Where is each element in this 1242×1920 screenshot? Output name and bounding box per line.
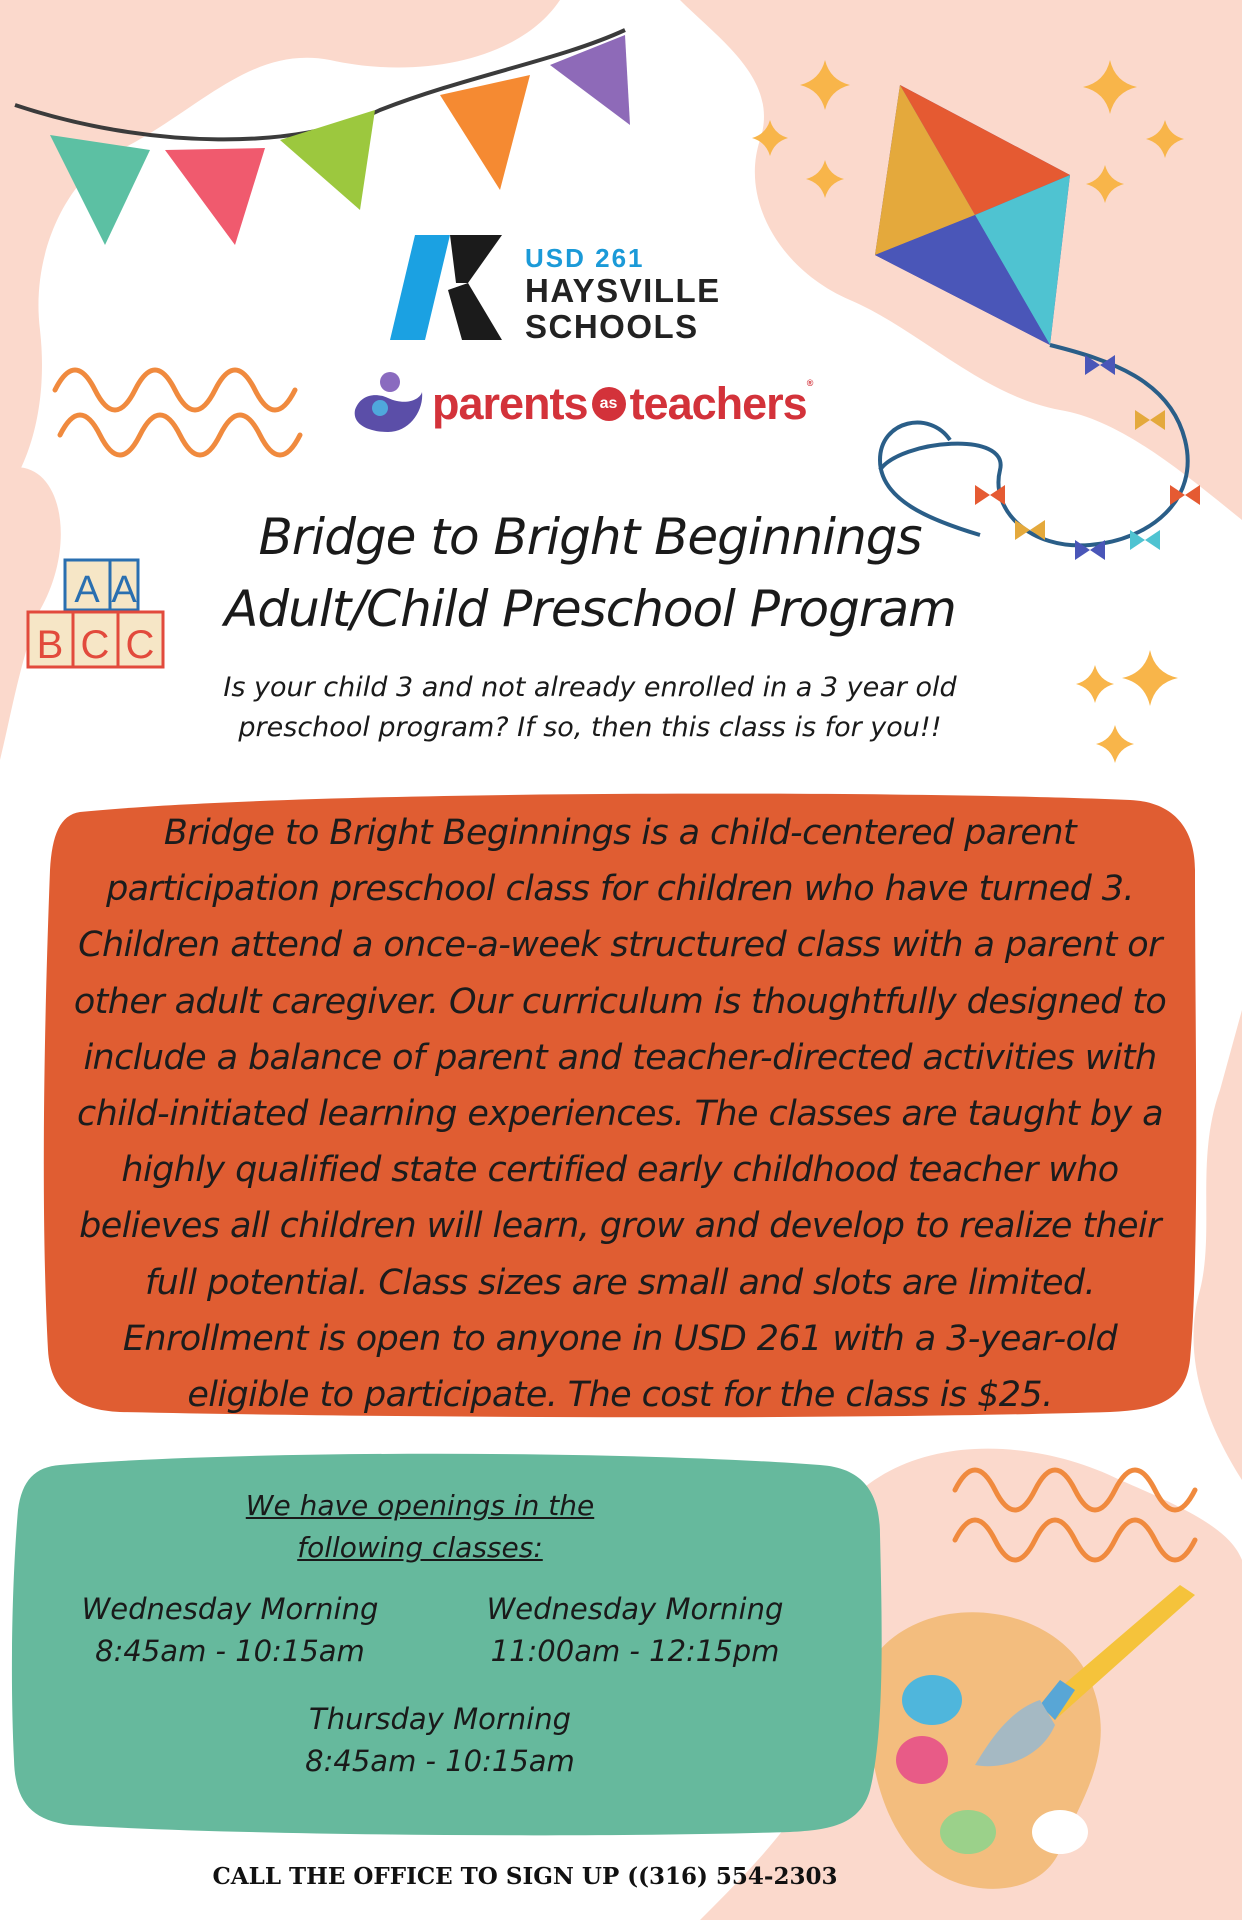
svg-text:A: A xyxy=(111,569,137,611)
description-line: Enrollment is open to anyone in USD 261 with a 3-year-old xyxy=(122,1318,1118,1359)
intro-line-2: preschool program? If so, then this class is for you!! xyxy=(238,712,942,743)
intro-line-1: Is your child 3 and not already enrolled in a 3 year old xyxy=(223,672,957,703)
pat-figure-icon xyxy=(350,370,425,440)
parents-as-teachers-logo xyxy=(350,370,870,440)
peach-blob-right-mid xyxy=(1194,1010,1242,1480)
usd-line1: USD 261 xyxy=(525,243,645,273)
class-day: Wednesday Morning xyxy=(81,1592,379,1626)
class-day: Thursday Morning xyxy=(309,1702,571,1736)
description-line: believes all children will learn, grow and develop to realize their xyxy=(79,1206,1161,1247)
usd-line2: HAYSVILLE xyxy=(525,272,721,309)
svg-text:B: B xyxy=(36,623,64,667)
svg-text:A: A xyxy=(74,569,100,611)
pat-registered-mark: ® xyxy=(806,378,813,388)
description-line: eligible to participate. The cost for the class is $25. xyxy=(187,1375,1053,1416)
pat-teachers: teachers xyxy=(629,378,807,429)
class-slot-thu xyxy=(290,1698,590,1782)
pat-parents: parents xyxy=(432,378,588,429)
description-line: participation preschool class for children who have turned 3. xyxy=(106,869,1134,910)
description-line: Bridge to Bright Beginnings is a child-centered parent xyxy=(163,813,1077,853)
class-time: 8:45am - 10:15am xyxy=(305,1744,575,1778)
openings-heading-line-2: following classes: xyxy=(297,1531,543,1564)
program-description xyxy=(50,805,1190,1423)
class-time: 8:45am - 10:15am xyxy=(95,1634,365,1668)
description-line: highly qualified state certified early childhood teacher who xyxy=(121,1150,1119,1191)
call-to-action-phone: CALL THE OFFICE TO SIGN UP ((316) 554-2303 xyxy=(212,1863,838,1890)
usd-line3: SCHOOLS xyxy=(525,308,699,345)
description-line: other adult caregiver. Our curriculum is thoughtfully designed to xyxy=(73,981,1167,1022)
class-time: 11:00am - 12:15pm xyxy=(490,1634,780,1668)
pat-as-badge: as xyxy=(592,387,626,421)
svg-text:C: C xyxy=(80,623,110,667)
class-day: Wednesday Morning xyxy=(486,1592,784,1626)
description-line: child-initiated learning experiences. The classes are taught by a xyxy=(76,1094,1164,1135)
haysville-h-icon xyxy=(390,235,510,340)
page-subtitle-program: Adult/Child Preschool Program xyxy=(224,580,956,638)
description-line: Children attend a once-a-week structured class with a parent or xyxy=(78,925,1162,966)
class-slot-wed-early xyxy=(80,1588,380,1672)
page-title: Bridge to Bright Beginnings xyxy=(258,508,922,566)
description-line: full potential. Class sizes are small and slots are limited. xyxy=(144,1262,1096,1303)
class-slot-wed-late xyxy=(480,1588,790,1672)
openings-heading-line-1: We have openings in the xyxy=(245,1489,595,1522)
svg-text:C: C xyxy=(125,623,155,667)
openings-heading xyxy=(210,1485,630,1569)
usd261-logo xyxy=(390,235,750,345)
description-line: include a balance of parent and teacher-directed activities with xyxy=(83,1037,1157,1078)
intro-question xyxy=(180,668,1000,748)
